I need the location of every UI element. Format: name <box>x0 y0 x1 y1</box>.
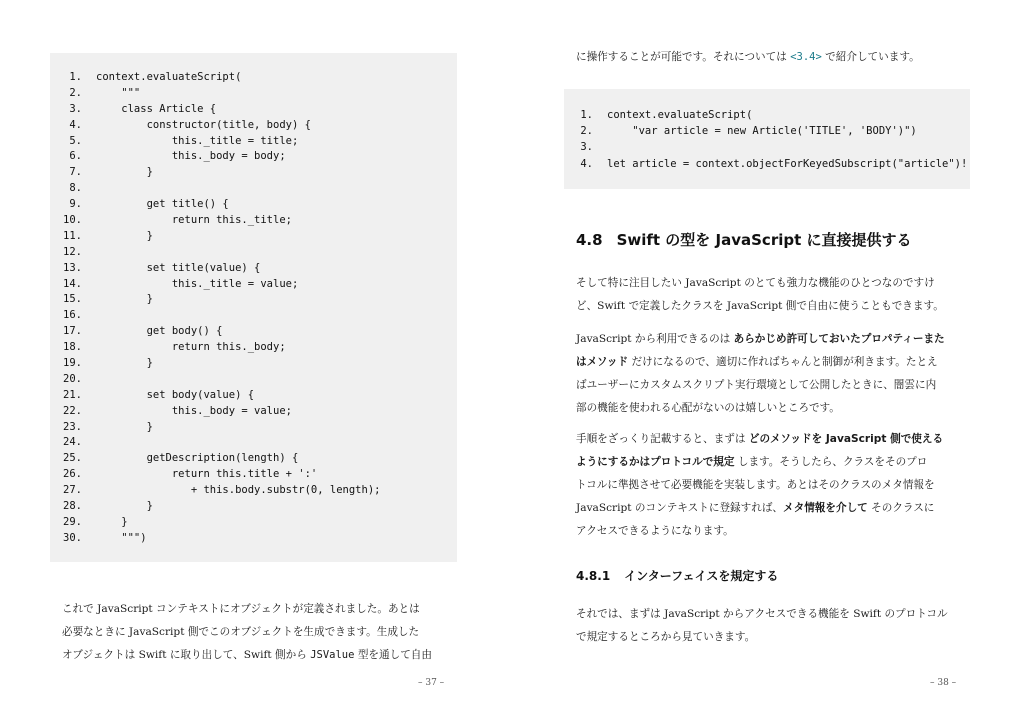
inline-code-jsvalue: JSValue <box>310 649 355 661</box>
line-number: 7. <box>69 166 82 179</box>
paragraph-permissions <box>576 328 945 420</box>
line-number: 15. <box>63 293 82 306</box>
line-number: 6. <box>69 150 82 163</box>
code-line <box>50 213 457 229</box>
code-line <box>50 420 457 436</box>
code-text: class Article { <box>96 102 217 115</box>
line-number: 24. <box>63 436 82 449</box>
text-span: そのクラスに <box>867 502 935 514</box>
right-page <box>512 0 1024 727</box>
code-line <box>50 70 457 86</box>
code-text: + this.body.substr(0, length); <box>96 484 381 497</box>
line-number: 23. <box>63 420 82 433</box>
code-line <box>50 277 457 293</box>
line-number: 13. <box>63 261 82 274</box>
code-text: get body() { <box>96 325 223 338</box>
code-line <box>50 340 457 356</box>
line-number: 12. <box>63 245 82 258</box>
text-span: JavaScript のコンテキストに登録すれば、 <box>576 502 784 514</box>
line-number: 4. <box>69 118 82 131</box>
code-text: } <box>96 357 153 370</box>
code-line <box>564 123 970 139</box>
code-line <box>564 107 970 123</box>
text-line: アクセスできるようになります。 <box>576 525 734 537</box>
code-line <box>50 499 457 515</box>
code-line <box>50 515 457 531</box>
code-text: getDescription(length) { <box>96 452 299 465</box>
text-line <box>576 46 920 69</box>
paragraph-procedure <box>576 428 943 543</box>
line-number: 14. <box>63 277 82 290</box>
text-line <box>576 497 943 520</box>
line-number: 17. <box>63 325 82 338</box>
code-line <box>50 149 457 165</box>
code-text: return this.title + ':' <box>96 468 318 481</box>
section-number: 4.8.1 <box>576 569 611 583</box>
paragraph-intro <box>576 46 920 69</box>
text-span: だけになるので、適切に作ればちゃんと制御が利きます。たとえ <box>628 356 938 368</box>
line-number: 28. <box>63 500 82 513</box>
code-text: this._title = title; <box>96 134 299 147</box>
code-line <box>50 435 457 451</box>
line-number: 30. <box>63 531 82 544</box>
code-text: """) <box>96 531 147 544</box>
code-text: } <box>96 420 153 433</box>
section-number: 4.8 <box>576 231 603 249</box>
code-text: get title() { <box>96 198 229 211</box>
code-line <box>50 388 457 404</box>
code-line <box>50 483 457 499</box>
code-text: } <box>96 500 153 513</box>
line-number: 20. <box>63 372 82 385</box>
code-line <box>50 467 457 483</box>
code-text: set body(value) { <box>96 388 255 401</box>
code-line <box>50 245 457 261</box>
emphasis-text: ようにするかはプロトコルで規定 <box>576 456 735 468</box>
code-text: this._title = value; <box>96 277 299 290</box>
text-line <box>576 351 945 374</box>
code-line <box>50 451 457 467</box>
line-number: 10. <box>63 214 82 227</box>
code-line <box>50 86 457 102</box>
text-span: 型を通して自由 <box>354 649 432 661</box>
code-line <box>50 261 457 277</box>
text-span: オブジェクトは Swift に取り出して、Swift 側から <box>62 649 311 661</box>
line-number: 22. <box>63 404 82 417</box>
code-line <box>564 139 970 155</box>
code-listing-article-class <box>50 53 457 562</box>
code-line <box>50 372 457 388</box>
code-text: return this._title; <box>96 214 292 227</box>
line-number: 18. <box>63 341 82 354</box>
code-text: this._body = value; <box>96 404 292 417</box>
code-text: this._body = body; <box>96 150 286 163</box>
code-line <box>50 181 457 197</box>
section-title: インターフェイスを規定する <box>624 569 779 583</box>
paragraph-swift-class <box>576 272 944 318</box>
line-number: 21. <box>63 388 82 401</box>
line-number: 19. <box>63 357 82 370</box>
code-text: constructor(title, body) { <box>96 118 311 131</box>
text-line: これで JavaScript コンテキストにオブジェクトが定義されました。あとは <box>62 603 420 615</box>
line-number: 1. <box>69 71 82 83</box>
line-number: 2. <box>580 125 593 138</box>
text-line <box>62 644 432 667</box>
text-line: そして特に注目したい JavaScript のとても強力な機能のひとつなのですけ <box>576 277 935 289</box>
text-span: に操作することが可能です。それについては <box>576 51 791 63</box>
emphasis-text: メタ情報を介して <box>783 502 868 514</box>
code-text: let article = context.objectForKeyedSubscript("article")! <box>607 157 968 170</box>
code-text: } <box>96 229 153 242</box>
line-number: 11. <box>63 229 82 242</box>
code-listing-object-for-key <box>564 89 970 189</box>
text-span: で紹介しています。 <box>821 51 920 63</box>
line-number: 8. <box>69 182 82 195</box>
line-number: 26. <box>63 468 82 481</box>
emphasis-text: はメソッド <box>576 356 629 368</box>
section-heading-4-8 <box>576 229 912 250</box>
line-number: 27. <box>63 484 82 497</box>
text-line: で規定するところから見ていきます。 <box>576 631 756 643</box>
section-title: Swift の型を JavaScript に直接提供する <box>616 231 912 249</box>
line-number: 16. <box>63 309 82 322</box>
code-text: "var article = new Article('TITLE', 'BODY')") <box>607 125 917 138</box>
code-line <box>50 102 457 118</box>
text-line: ど、Swift で定義したクラスを JavaScript 側で自由に使うこともできます。 <box>576 300 944 312</box>
code-line <box>50 134 457 150</box>
text-line: トコルに準拠させて必要機能を実装します。あとはそのクラスのメタ情報を <box>576 479 935 491</box>
line-number: 1. <box>580 109 593 121</box>
code-line <box>50 356 457 372</box>
code-line <box>50 324 457 340</box>
text-line <box>576 428 943 451</box>
code-text: context.evaluateScript( <box>607 109 753 121</box>
text-span: JavaScript から利用できるのは <box>576 333 734 345</box>
code-text: return this._body; <box>96 341 286 354</box>
code-text: } <box>96 166 153 179</box>
line-number: 3. <box>580 141 593 154</box>
line-number: 2. <box>69 86 82 99</box>
paragraph-protocol-intro <box>576 603 948 649</box>
code-line <box>50 531 457 547</box>
line-number: 29. <box>63 515 82 528</box>
code-line <box>564 156 970 172</box>
text-line: それでは、まずは JavaScript からアクセスできる機能を Swift のプロトコル <box>576 608 948 620</box>
text-span: します。そうしたら、クラスをそのプロ <box>734 456 928 468</box>
line-number: 9. <box>69 198 82 211</box>
code-line <box>50 118 457 134</box>
code-text: """ <box>96 86 141 99</box>
line-number: 5. <box>69 134 82 147</box>
line-number: 25. <box>63 452 82 465</box>
code-line <box>50 404 457 420</box>
code-text: context.evaluateScript( <box>96 71 242 83</box>
text-line <box>576 328 945 351</box>
code-line <box>50 229 457 245</box>
line-number: 3. <box>69 102 82 115</box>
code-line <box>50 197 457 213</box>
emphasis-text: あらかじめ許可しておいたプロパティーまた <box>733 333 945 345</box>
code-text: } <box>96 515 128 528</box>
text-span: 手順をざっくり記載すると、まずは <box>576 433 749 445</box>
emphasis-text: どのメソッドを JavaScript 側で使える <box>748 433 944 445</box>
code-line <box>50 165 457 181</box>
section-link-3-4[interactable]: <3.4> <box>790 51 822 63</box>
code-line <box>50 292 457 308</box>
line-number: 4. <box>580 157 593 170</box>
text-line: ばユーザーにカスタムスクリプト実行環境として公開したときに、闇雲に内 <box>576 379 937 391</box>
code-text: set title(value) { <box>96 261 261 274</box>
code-line <box>50 308 457 324</box>
page-number-38: – 38 – <box>930 678 957 688</box>
paragraph-object-defined <box>62 598 432 667</box>
text-line: 部の機能を使われる心配がないのは嬉しいところです。 <box>576 402 840 414</box>
page-number-37: – 37 – <box>418 678 445 688</box>
code-text: } <box>96 293 153 306</box>
section-heading-4-8-1 <box>576 567 778 584</box>
text-line <box>576 451 943 474</box>
text-line: 必要なときに JavaScript 側でこのオブジェクトを生成できます。生成した <box>62 626 420 638</box>
